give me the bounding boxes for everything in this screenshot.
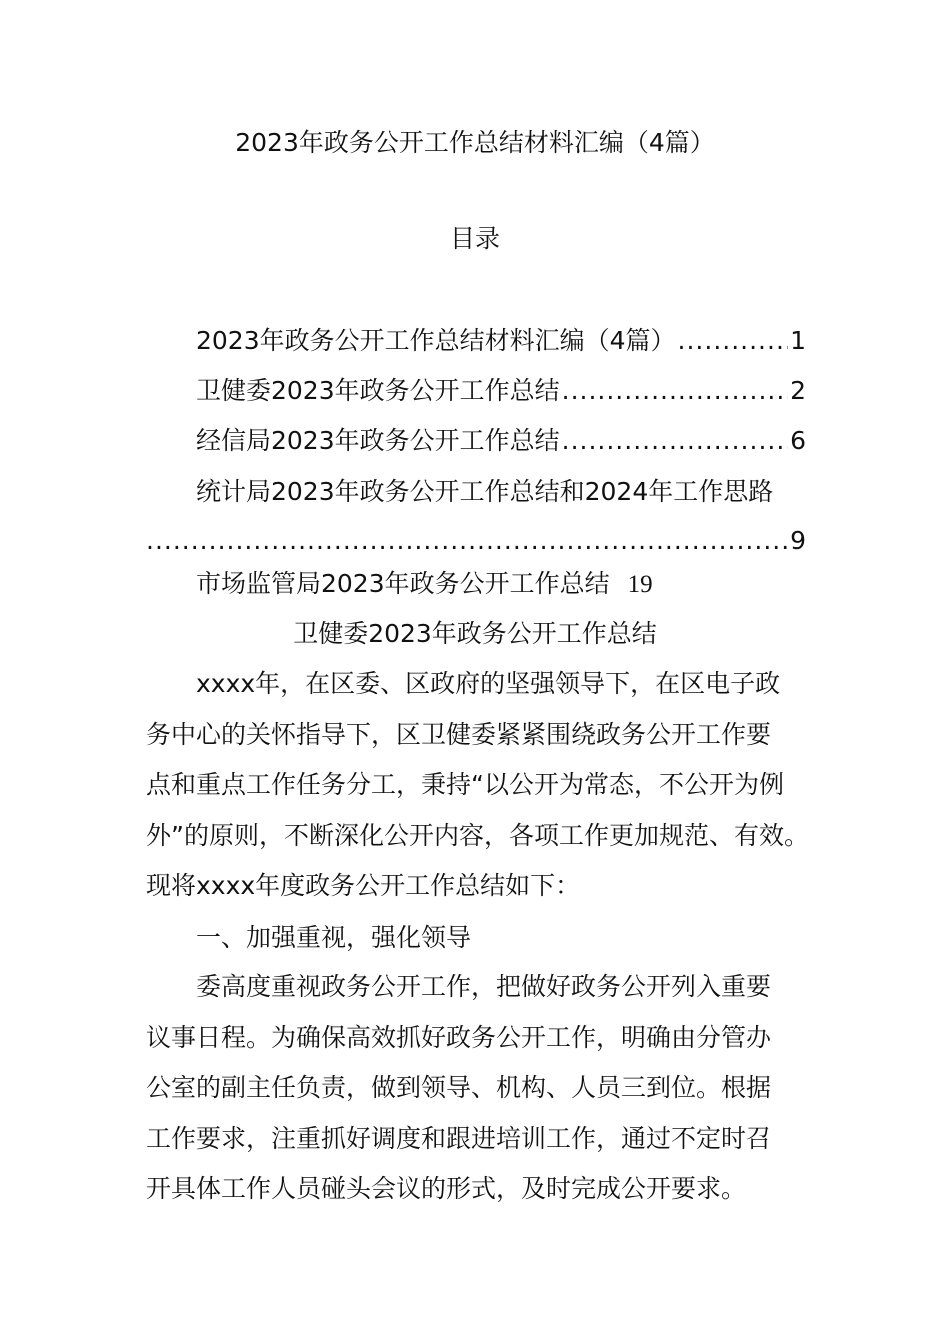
- toc-entry-title: 经信局2023年政务公开工作总结: [196, 426, 560, 455]
- toc-entry[interactable]: [196, 328, 806, 353]
- toc-entry-title[interactable]: 统计局2023年政务公开工作总结和2024年工作思路: [196, 477, 774, 506]
- paragraph-line: 委高度重视政务公开工作，把做好政务公开列入重要: [196, 972, 772, 1001]
- section-heading: 一、加强重视，强化领导: [196, 923, 472, 952]
- toc-entry-title: 市场监管局2023年政务公开工作总结: [196, 569, 610, 598]
- toc-entry[interactable]: [196, 428, 806, 453]
- main-title: 2023年政务公开工作总结材料汇编（4篇）: [235, 128, 715, 157]
- toc-entry-title: 卫健委2023年政务公开工作总结: [196, 376, 560, 405]
- paragraph-line: 公室的副主任负责，做到领导、机构、人员三到位。根据: [146, 1073, 772, 1103]
- toc-entry-page: 2: [790, 376, 806, 405]
- intro-paragraph: [146, 659, 811, 912]
- toc-leader-dots: [678, 328, 789, 353]
- paragraph-line: 外”的原则，不断深化公开内容，各项工作更加规范、有效。: [146, 820, 809, 850]
- paragraph-line: 工作要求，注重抓好调度和跟进培训工作，通过不定时召: [146, 1123, 772, 1153]
- toc-leader-dots: [562, 378, 788, 403]
- toc-entry-page: 9: [790, 526, 806, 555]
- toc-leader-dots: [562, 428, 788, 453]
- toc-entry-title: 2023年政务公开工作总结材料汇编（4篇）: [196, 326, 676, 355]
- toc-entry-page: 1: [790, 326, 806, 355]
- toc-entry[interactable]: [196, 378, 806, 403]
- paragraph-line: 现将xxxx年度政务公开工作总结如下：: [146, 871, 581, 901]
- paragraph-line: 点和重点工作任务分工，秉持“以公开为常态，不公开为例: [146, 770, 784, 800]
- toc-entry-page: 6: [790, 426, 806, 455]
- section-paragraph: [146, 962, 811, 1215]
- toc-entry-continuation[interactable]: [146, 528, 806, 553]
- paragraph-line: 议事日程。为确保高效抓好政务公开工作，明确由分管办: [146, 1022, 772, 1052]
- toc-heading: 目录: [449, 224, 500, 253]
- paragraph-line: 开具体工作人员碰头会议的形式，及时完成公开要求。: [146, 1174, 747, 1204]
- toc-leader-dots: [146, 528, 788, 553]
- article-title: 卫健委2023年政务公开工作总结: [293, 619, 657, 648]
- paragraph-line: 务中心的关怀指导下，区卫健委紧紧围绕政务公开工作要: [146, 719, 772, 749]
- toc-entry[interactable]: [196, 571, 653, 597]
- toc-entry-page: 19: [627, 571, 653, 598]
- paragraph-line: xxxx年，在区委、区政府的坚强领导下，在区电子政: [196, 669, 781, 698]
